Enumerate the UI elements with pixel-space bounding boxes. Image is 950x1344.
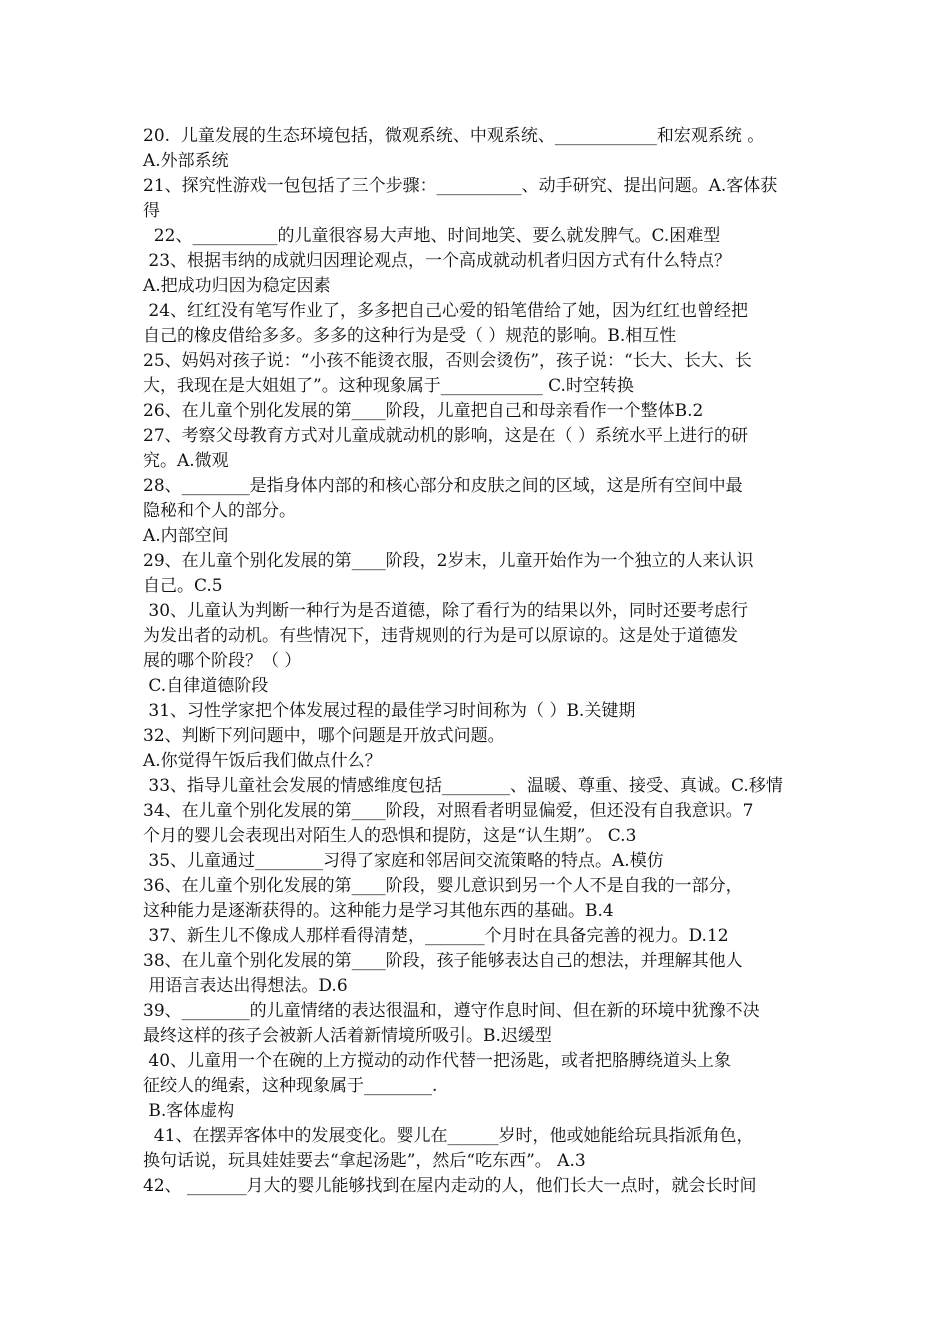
text-line: 33、指导儿童社会发展的情感维度包括________、温暖、尊重、接受、真诚。C.移情	[143, 776, 783, 796]
text-line: A.外部系统	[143, 151, 229, 171]
text-line: 38、在儿童个别化发展的第____阶段，孩子能够表达自己的想法，并理解其他人	[143, 951, 743, 971]
text-line: 20. 儿童发展的生态环境包括，微观系统、中观系统、____________和宏观系统 。	[143, 126, 765, 146]
text-line: 21、探究性游戏一包包括了三个步骤：__________、动手研究、提出问题。A.客体获	[143, 176, 778, 196]
text-line: 最终这样的孩子会被新人活着新情境所吸引。B.迟缓型	[143, 1026, 552, 1046]
text-line: 究。A.微观	[143, 451, 229, 471]
text-line: 29、在儿童个别化发展的第____阶段，2岁末，儿童开始作为一个独立的人来认识	[143, 551, 754, 571]
text-line: 32、判断下列问题中，哪个问题是开放式问题。	[143, 726, 505, 746]
text-line: A.把成功归因为稳定因素	[143, 276, 331, 296]
text-line: 展的哪个阶段？（ ）	[143, 651, 302, 671]
text-line: 为发出者的动机。有些情况下，违背规则的行为是可以原谅的。这是处于道德发	[143, 626, 738, 646]
text-line: 28、________是指身体内部的和核心部分和皮肤之间的区域，这是所有空间中最	[143, 476, 743, 496]
text-line: 25、妈妈对孩子说：“小孩不能烫衣服，否则会烫伤”，孩子说：“长大、长大、长	[143, 351, 752, 371]
text-line: 个月的婴儿会表现出对陌生人的恐惧和提防，这是“认生期”。 C.3	[143, 826, 637, 846]
text-line: 23、根据韦纳的成就归因理论观点，一个高成就动机者归因方式有什么特点？	[143, 251, 732, 271]
text-line: C.自律道德阶段	[143, 676, 269, 696]
text-line: 自己。C.5	[143, 576, 223, 596]
text-line: A.内部空间	[143, 526, 229, 546]
text-line: 自己的橡皮借给多多。多多的这种行为是受（ ）规范的影响。B.相互性	[143, 326, 677, 346]
text-line: B.客体虚构	[143, 1101, 235, 1121]
text-line: 换句话说，玩具娃娃要去“拿起汤匙”，然后“吃东西”。 A.3	[143, 1151, 586, 1171]
text-line: 36、在儿童个别化发展的第____阶段，婴儿意识到另一个人不是自我的一部分，	[143, 876, 743, 896]
text-line: 42、 _______月大的婴儿能够找到在屋内走动的人，他们长大一点时，就会长时间	[143, 1176, 757, 1196]
text-line: 41、在摆弄客体中的发展变化。婴儿在______岁时，他或她能给玩具指派角色，	[143, 1126, 754, 1146]
text-line: 征绞人的绳索，这种现象属于________.	[143, 1076, 438, 1096]
text-line: 这种能力是逐渐获得的。这种能力是学习其他东西的基础。B.4	[143, 901, 614, 921]
text-line: 40、儿童用一个在碗的上方搅动的动作代替一把汤匙，或者把胳膊绕道头上象	[143, 1051, 732, 1071]
document-body	[143, 124, 813, 1199]
text-line: 26、在儿童个别化发展的第____阶段，儿童把自己和母亲看作一个整体B.2	[143, 401, 704, 421]
text-line: 30、儿童认为判断一种行为是否道德，除了看行为的结果以外，同时还要考虑行	[143, 601, 749, 621]
text-line: 34、在儿童个别化发展的第____阶段，对照看者明显偏爱，但还没有自我意识。7	[143, 801, 754, 821]
text-line: 31、习性学家把个体发展过程的最佳学习时间称为（ ）B.关键期	[143, 701, 636, 721]
text-line: 22、__________的儿童很容易大声地、时间地笑、要么就发脾气。C.困难型	[143, 226, 721, 246]
text-line: 24、红红没有笔写作业了，多多把自己心爱的铅笔借给了她，因为红红也曾经把	[143, 301, 749, 321]
text-line: 用语言表达出得想法。D.6	[143, 976, 348, 996]
text-line: 隐秘和个人的部分。	[143, 501, 296, 521]
text-line: 27、考察父母教育方式对儿童成就动机的影响，这是在（ ）系统水平上进行的研	[143, 426, 749, 446]
text-line: 37、新生儿不像成人那样看得清楚，_______个月时在具备完善的视力。D.12	[143, 926, 729, 946]
text-line: 大，我现在是大姐姐了”。这种现象属于____________ C.时空转换	[143, 376, 634, 396]
text-line: 35、儿童通过________习得了家庭和邻居间交流策略的特点。A.模仿	[143, 851, 664, 871]
text-line: A.你觉得午饭后我们做点什么？	[143, 751, 382, 771]
text-line: 39、________的儿童情绪的表达很温和，遵守作息时间、但在新的环境中犹豫不决	[143, 1001, 760, 1021]
text-line: 得	[143, 201, 160, 221]
